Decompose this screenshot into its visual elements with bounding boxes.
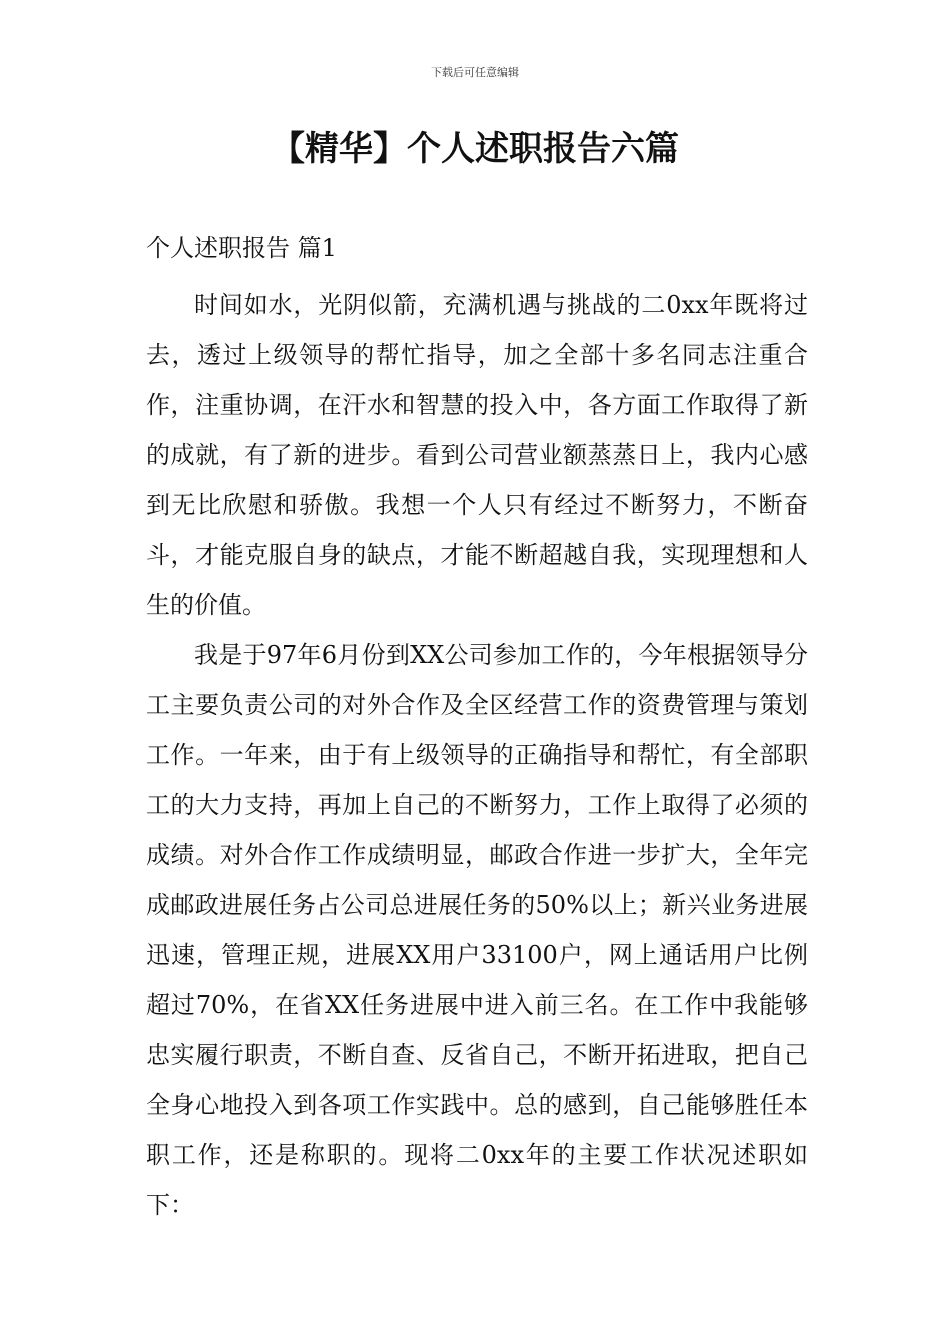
paragraph: 我是于97年6月份到XX公司参加工作的，今年根据领导分工主要负责公司的对外合作及全区经营工作的资费管理与策划工作。一年来，由于有上级领导的正确指导和帮忙，有全部职工的大力支持，再加上自己的不断努力，工作上取得了必须的成绩。对外合作工作成绩明显，邮政合作进一步扩大，全年完成邮政进展任务占公司总进展任务的50%以上；新兴业务进展迅速，管理正规，进展XX用户33100户，网上通话用户比例超过70%，在省XX任务进展中进入前三名。在工作中我能够忠实履行职责，不断自查、反省自己，不断开拓进取，把自己全身心地投入到各项工作实践中。总的感到，自己能够胜任本职工作，还是称职的。现将二0xx年的主要工作状况述职如下： — [146, 641, 808, 1219]
header-note: 下载后可任意编辑 — [431, 66, 519, 79]
paragraph: 时间如水，光阴似箭，充满机遇与挑战的二0xx年既将过去，透过上级领导的帮忙指导，加之全部十多名同志注重合作，注重协调，在汗水和智慧的投入中，各方面工作取得了新的成就，有了新的进步。看到公司营业额蒸蒸日上，我内心感到无比欣慰和骄傲。我想一个人只有经过不断努力，不断奋斗，才能克服自身的缺点，才能不断超越自我，实现理想和人生的价值。 — [146, 291, 808, 619]
section-heading: 个人述职报告 篇1 — [146, 234, 337, 262]
document-title: 【精华】个人述职报告六篇 — [271, 129, 679, 169]
document-body — [146, 280, 808, 1230]
